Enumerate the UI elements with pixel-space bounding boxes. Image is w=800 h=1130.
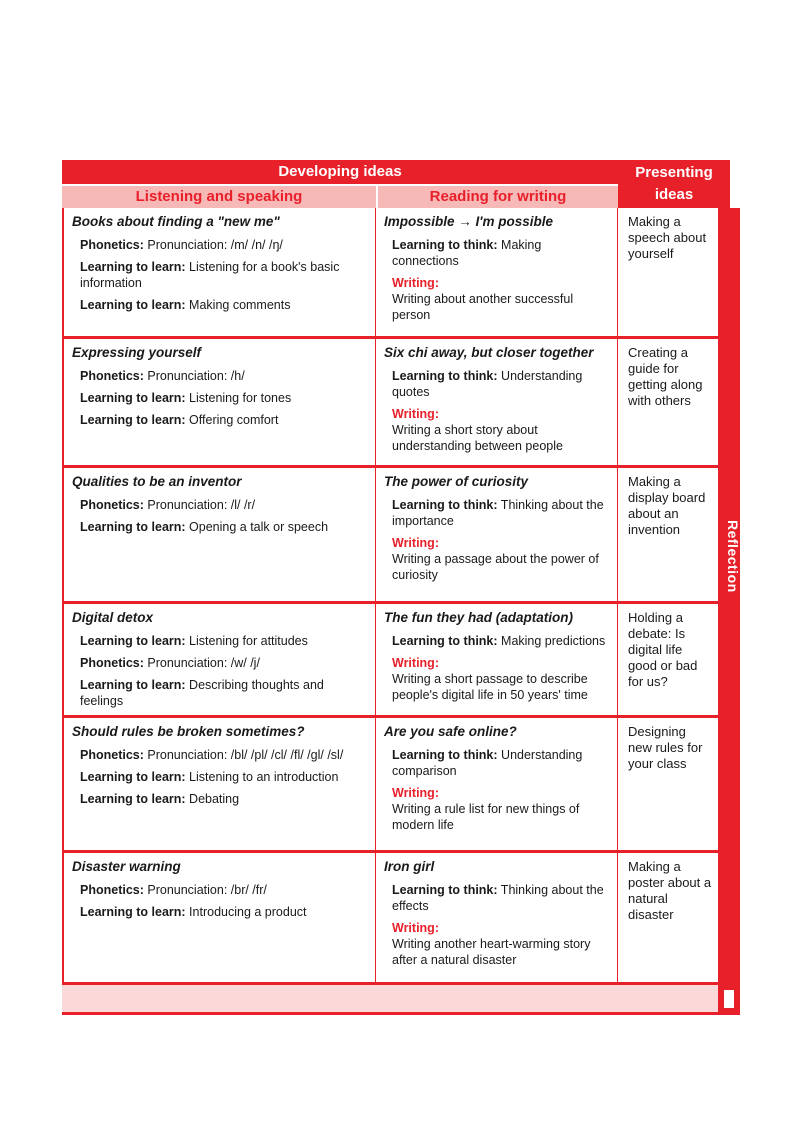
reading-topic: The power of curiosity: [384, 474, 529, 489]
think-item: [392, 368, 611, 400]
table-row: [62, 468, 718, 604]
skill-item: [80, 769, 369, 785]
skill-item: [80, 904, 369, 920]
skill-label: Learning to learn:: [80, 260, 186, 274]
writing-text: Writing another heart-warming story after a natural disaster: [392, 937, 591, 967]
writing-item: [392, 785, 611, 833]
skill-text: Debating: [185, 792, 240, 806]
table-row: [62, 853, 718, 985]
think-label: Learning to think:: [392, 369, 498, 383]
skill-text: Describing thoughts and feelings: [80, 678, 324, 708]
presenting-cell: Making a poster about a natural disaster: [628, 859, 712, 922]
reading-writing-header: Reading for writing: [378, 186, 618, 208]
skill-text: Pronunciation: /h/: [143, 369, 245, 383]
reading-topic: Are you safe online?: [384, 724, 517, 739]
think-text: Understanding comparison: [392, 748, 583, 778]
writing-item: [392, 920, 611, 968]
reading-topic: The fun they had (adaptation): [384, 610, 573, 625]
listening-topic: Qualities to be an inventor: [72, 474, 242, 489]
skill-text: Listening for tones: [185, 391, 292, 405]
skill-item: [80, 297, 369, 313]
presenting-cell: Holding a debate: Is digital life good or bad for us?: [628, 610, 698, 689]
skill-item: [80, 519, 369, 535]
writing-item: [392, 275, 611, 323]
skill-label: Phonetics:: [80, 748, 144, 762]
writing-label: Writing:: [392, 786, 439, 800]
reading-topic: Iron girl: [384, 859, 435, 874]
skill-item: [80, 655, 369, 671]
reflection-label: Reflection: [725, 520, 741, 593]
writing-item: [392, 655, 611, 703]
skill-label: Phonetics:: [80, 498, 144, 512]
reading-cell: [376, 718, 618, 850]
writing-label: Writing:: [392, 656, 439, 670]
skill-label: Phonetics:: [80, 238, 144, 252]
think-text: Thinking about the importance: [392, 498, 604, 528]
skill-item: [80, 633, 369, 649]
skill-text: Introducing a product: [185, 905, 307, 919]
skill-text: Pronunciation: /w/ /j/: [143, 656, 260, 670]
skill-label: Phonetics:: [80, 883, 144, 897]
writing-item: [392, 535, 611, 583]
table-row: [62, 718, 718, 853]
skill-text: Listening for attitudes: [185, 634, 308, 648]
think-label: Learning to think:: [392, 883, 498, 897]
listening-cell: [62, 208, 376, 336]
presenting-cell: Creating a guide for getting along with others: [628, 345, 703, 408]
skill-label: Learning to learn:: [80, 792, 186, 806]
skill-label: Learning to learn:: [80, 391, 186, 405]
table-row: [62, 208, 718, 339]
reading-topic: Impossible → I'm possible: [384, 214, 554, 229]
skill-label: Learning to learn:: [80, 678, 186, 692]
skill-label: Learning to learn:: [80, 413, 186, 427]
think-text: Making predictions: [497, 634, 606, 648]
listening-topic: Books about finding a "new me": [72, 214, 280, 229]
think-label: Learning to think:: [392, 238, 498, 252]
skill-item: [80, 259, 369, 291]
skill-text: Opening a talk or speech: [185, 520, 329, 534]
listening-speaking-header: Listening and speaking: [62, 186, 376, 208]
skill-label: Phonetics:: [80, 369, 144, 383]
developing-ideas-header: Developing ideas: [62, 160, 618, 184]
writing-label: Writing:: [392, 536, 439, 550]
skill-label: Phonetics:: [80, 656, 144, 670]
skill-label: Learning to learn:: [80, 520, 186, 534]
think-item: [392, 882, 611, 914]
presenting-line2: ideas: [654, 186, 694, 203]
writing-text: Writing a short passage to describe people's digital life in 50 years' time: [392, 672, 588, 702]
think-item: [392, 633, 611, 649]
reading-cell: [376, 853, 618, 982]
think-text: Making connections: [392, 238, 542, 268]
skill-item: [80, 791, 369, 807]
skill-label: Learning to learn:: [80, 770, 186, 784]
listening-topic: Disaster warning: [72, 859, 181, 874]
table-row: [62, 339, 718, 468]
think-label: Learning to think:: [392, 634, 498, 648]
presenting-cell: Designing new rules for your class: [628, 724, 703, 771]
skill-text: Listening to an introduction: [185, 770, 339, 784]
writing-label: Writing:: [392, 407, 439, 421]
skill-text: Pronunciation: /bl/ /pl/ /cl/ /fl/ /gl/ /sl/: [143, 748, 344, 762]
skill-text: Pronunciation: /l/ /r/: [143, 498, 256, 512]
listening-cell: [62, 468, 376, 601]
skill-item: [80, 237, 369, 253]
writing-text: Writing about another successful person: [392, 292, 574, 322]
reading-cell: [376, 208, 618, 336]
writing-text: Writing a rule list for new things of modern life: [392, 802, 580, 832]
skill-text: Pronunciation: /br/ /fr/: [143, 883, 267, 897]
skill-text: Making comments: [185, 298, 291, 312]
skill-text: Pronunciation: /m/ /n/ /ŋ/: [143, 238, 283, 252]
skill-label: Learning to learn:: [80, 298, 186, 312]
think-text: Thinking about the effects: [392, 883, 604, 913]
listening-cell: [62, 718, 376, 850]
think-item: [392, 237, 611, 269]
reading-cell: [376, 339, 618, 465]
listening-cell: [62, 604, 376, 715]
skill-text: Listening for a book's basic information: [80, 260, 340, 290]
listening-cell: [62, 339, 376, 465]
presenting-ideas-header: [618, 160, 730, 208]
listening-cell: [62, 853, 376, 982]
writing-text: Writing a passage about the power of curiosity: [392, 552, 599, 582]
writing-label: Writing:: [392, 921, 439, 935]
writing-label: Writing:: [392, 276, 439, 290]
skill-text: Offering comfort: [185, 413, 279, 427]
skill-item: [80, 882, 369, 898]
think-label: Learning to think:: [392, 748, 498, 762]
reading-cell: [376, 468, 618, 601]
reading-cell: [376, 604, 618, 715]
think-item: [392, 747, 611, 779]
skill-label: Learning to learn:: [80, 905, 186, 919]
presenting-cell: Making a speech about yourself: [628, 214, 707, 261]
writing-text: Writing a short story about understanding between people: [392, 423, 563, 453]
footer-bar: [62, 985, 718, 1015]
think-item: [392, 497, 611, 529]
table-row: [62, 604, 718, 718]
listening-topic: Digital detox: [72, 610, 154, 625]
listening-topic: Expressing yourself: [72, 345, 202, 360]
reading-topic: Six chi away, but closer together: [384, 345, 594, 360]
skill-item: [80, 677, 369, 709]
writing-item: [392, 406, 611, 454]
skill-item: [80, 747, 369, 763]
presenting-line1: Presenting: [635, 164, 713, 181]
think-label: Learning to think:: [392, 498, 498, 512]
reflection-sidebar: [718, 208, 740, 985]
skill-item: [80, 412, 369, 428]
footer-small-box: [722, 988, 736, 1010]
skill-label: Learning to learn:: [80, 634, 186, 648]
listening-topic: Should rules be broken sometimes?: [72, 724, 305, 739]
think-text: Understanding quotes: [392, 369, 583, 399]
skill-item: [80, 497, 369, 513]
presenting-cell: Making a display board about an invention: [628, 474, 706, 537]
skill-item: [80, 390, 369, 406]
skill-item: [80, 368, 369, 384]
